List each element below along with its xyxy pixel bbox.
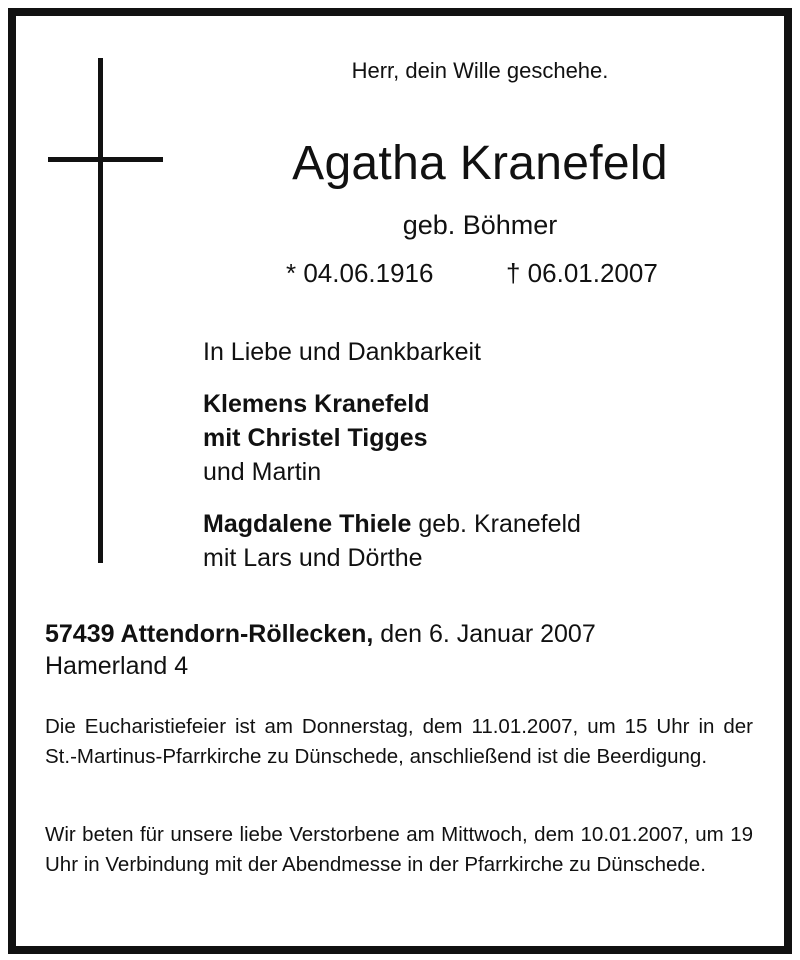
motto: Herr, dein Wille geschehe.: [351, 58, 609, 83]
paragraph-funeral: Die Eucharistiefeier ist am Donnerstag, dem 11.01.2007, um 15 Uhr in der St.-Martinus-Pfarrkirche zu Dünschede, anschließend ist die Beerdigung.: [45, 715, 753, 768]
cross-icon: [98, 58, 103, 563]
address-place: 57439 Attendorn-Röllecken,: [45, 620, 374, 648]
family-line-5: mit Lars und Dörthe: [203, 544, 423, 572]
dedication: In Liebe und Dankbarkeit: [203, 338, 481, 366]
life-dates: [286, 258, 686, 289]
cross-icon-bar: [48, 157, 163, 162]
maiden-name: geb. Böhmer: [402, 210, 558, 240]
family-line-2: mit Christel Tigges: [203, 424, 428, 452]
death-date: † 06.01.2007: [506, 258, 658, 288]
paragraph-prayer: Wir beten für unsere liebe Verstorbene am Mittwoch, dem 10.01.2007, um 19 Uhr in Verbindung mit der Abendmesse in der Pfarrkirche zu Dünschede.: [45, 823, 753, 876]
birth-date: * 04.06.1916: [286, 258, 434, 288]
family-line-4: [203, 510, 581, 539]
family-line-4-rest: geb. Kranefeld: [411, 510, 581, 538]
address-street: Hamerland 4: [45, 652, 189, 680]
family-line-3: und Martin: [203, 458, 322, 486]
address-date: den 6. Januar 2007: [373, 620, 596, 648]
address-line: [45, 620, 596, 649]
family-line-1: Klemens Kranefeld: [203, 390, 430, 418]
family-line-4-name: Magdalene Thiele: [203, 510, 412, 538]
deceased-name: Agatha Kranefeld: [292, 137, 668, 190]
